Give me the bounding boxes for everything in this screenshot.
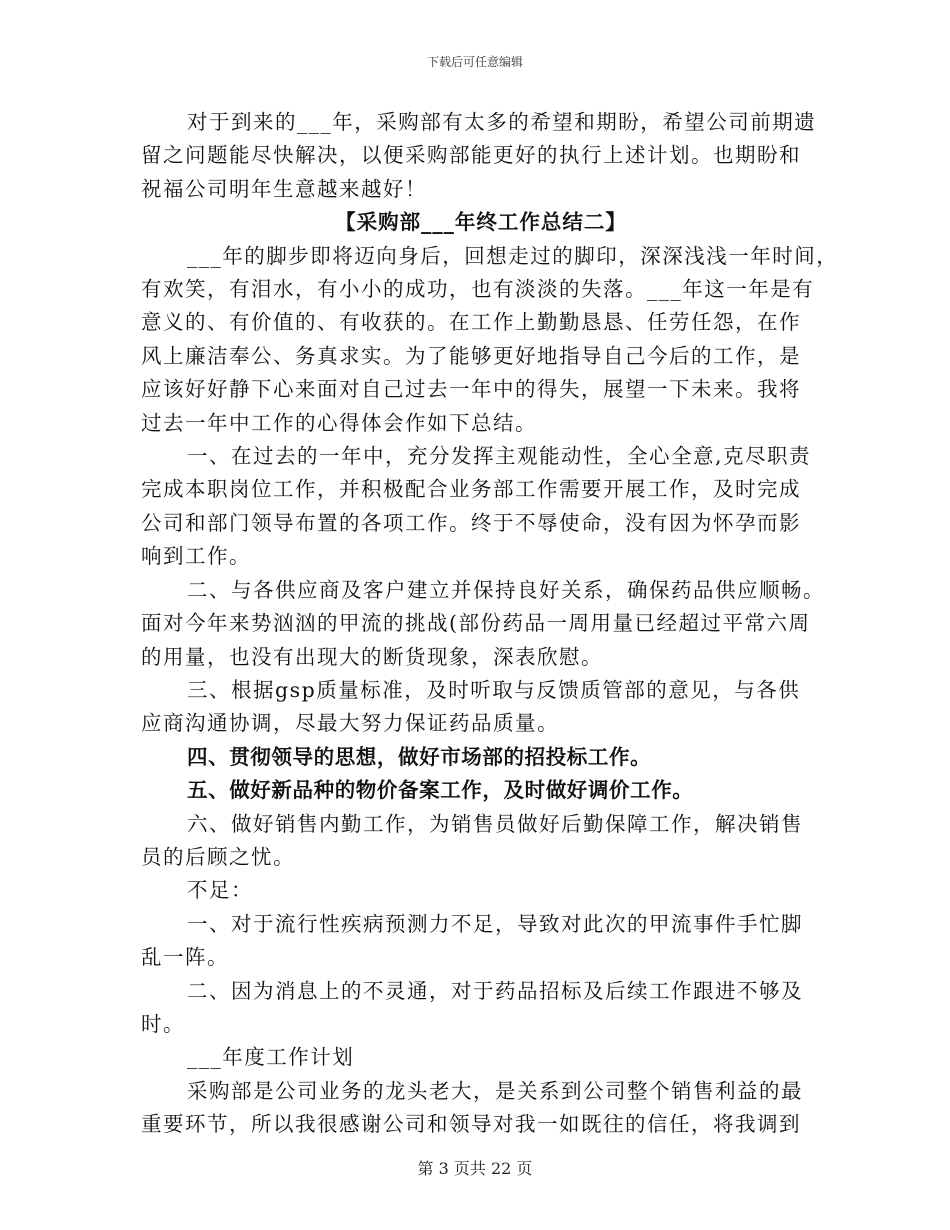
paragraph-line: 面对今年来势汹汹的甲流的挑战(部份药品一周用量已经超过平常六周 xyxy=(141,611,811,636)
paragraph-line: 采购部是公司业务的龙头老大，是关系到公司整个销售利益的最 xyxy=(187,1078,803,1103)
paragraph-line: 风上廉洁奉公、务真求实。为了能够更好地指导自己今后的工作，是 xyxy=(141,343,801,368)
page-header: 下载后可任意编辑 xyxy=(426,55,523,69)
paragraph-line: 二、因为消息上的不灵通，对于药品招标及后续工作跟进不够及 xyxy=(187,978,803,1003)
paragraph-line: 祝福公司明年生意越来越好！ xyxy=(141,176,427,201)
section-title: 【采购部___年终工作总结二】 xyxy=(335,210,627,235)
paragraph-line: 应该好好静下心来面对自己过去一年中的得失，展望一下未来。我将 xyxy=(141,377,801,402)
paragraph-line: 过去一年中工作的心得体会作如下总结。 xyxy=(141,410,537,435)
paragraph-line: 有欢笑，有泪水，有小小的成功，也有淡淡的失落。___年这一年是有 xyxy=(141,277,815,302)
paragraph-line: 一、对于流行性疾病预测力不足，导致对此次的甲流事件手忙脚 xyxy=(187,911,803,936)
paragraph-line: 重要环节，所以我很感谢公司和领导对我一如既往的信任，将我调到 xyxy=(141,1112,801,1137)
document-body xyxy=(141,106,839,1142)
paragraph-line: 公司和部门领导布置的各项工作。终于不辱使命，没有因为怀孕而影 xyxy=(141,510,801,535)
paragraph-line: 意义的、有价值的、有收获的。在工作上勤勤恳恳、任劳任怨，在作 xyxy=(141,310,801,335)
paragraph-line: 六、做好销售内勤工作，为销售员做好后勤保障工作，解决销售 xyxy=(187,811,803,836)
paragraph-line: 一、在过去的一年中，充分发挥主观能动性，全心全意,克尽职责 xyxy=(187,444,812,469)
page-footer: 第 3 页共 22 页 xyxy=(417,1159,533,1178)
paragraph-line: 应商沟通协调，尽最大努力保证药品质量。 xyxy=(141,711,559,736)
paragraph-line: 响到工作。 xyxy=(141,544,251,569)
bold-item-line: 五、做好新品种的物价备案工作，及时做好调价工作。 xyxy=(187,778,694,803)
paragraph-line: 时。 xyxy=(141,1011,185,1036)
paragraph-line: 二、与各供应商及客户建立并保持良好关系，确保药品供应顺畅。 xyxy=(187,577,825,602)
paragraph-line: 员的后顾之忧。 xyxy=(141,844,295,869)
paragraph-line: 完成本职岗位工作，并积极配合业务部工作需要开展工作，及时完成 xyxy=(141,477,801,502)
subheading-line: 不足： xyxy=(187,878,253,903)
paragraph-line: 三、根据gsp质量标准，及时听取与反馈质管部的意见，与各供 xyxy=(187,677,801,702)
paragraph-line: 留之问题能尽快解决，以便采购部能更好的执行上述计划。也期盼和 xyxy=(141,143,801,168)
paragraph-line: 乱一阵。 xyxy=(141,945,229,970)
paragraph-line: ___年的脚步即将迈向身后，回想走过的脚印，深深浅浅一年时间， xyxy=(187,243,839,268)
bold-item-line: 四、贯彻领导的思想，做好市场部的招投标工作。 xyxy=(187,744,652,769)
paragraph-line: 的用量，也没有出现大的断货现象，深表欣慰。 xyxy=(141,644,603,669)
subheading-line: ___年度工作计划 xyxy=(187,1045,355,1070)
paragraph-line: 对于到来的___年，采购部有太多的希望和期盼，希望公司前期遗 xyxy=(187,110,817,134)
